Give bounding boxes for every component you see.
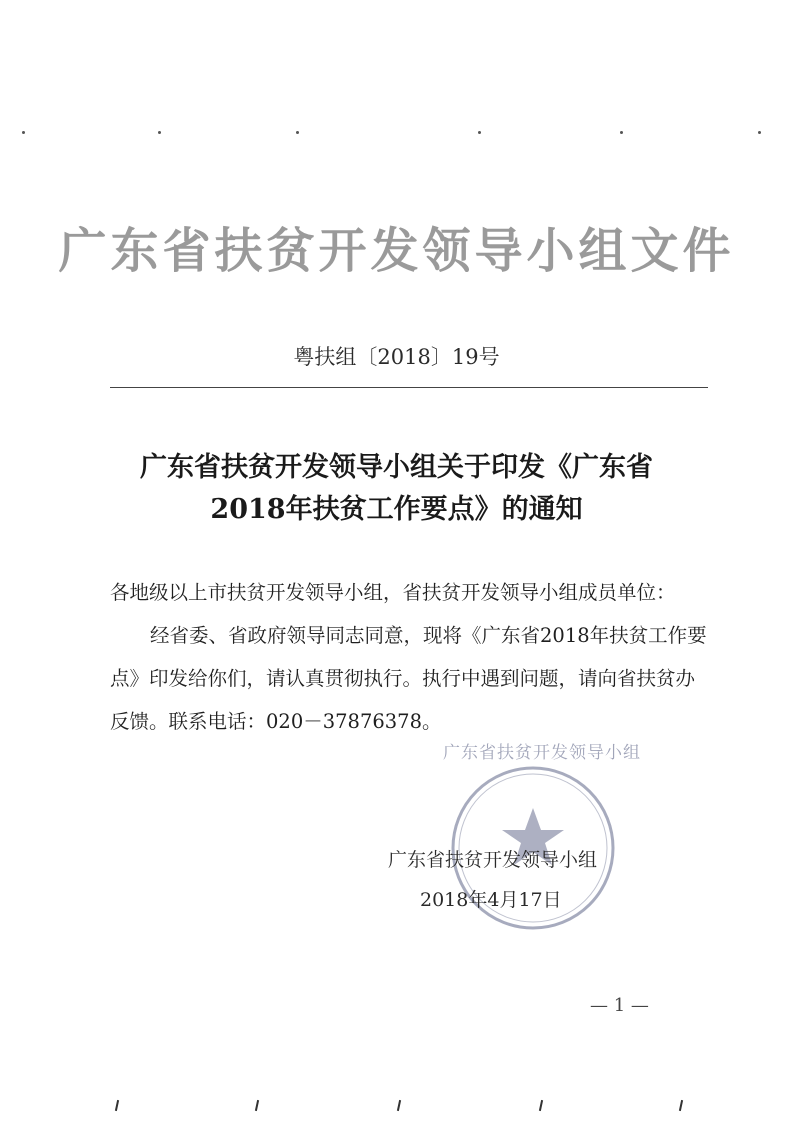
document-header-title: 广东省扶贫开发领导小组文件: [58, 223, 735, 279]
scan-dot: [478, 131, 481, 134]
scan-tick: [115, 1100, 119, 1111]
notice-title-line-1: 广东省扶贫开发领导小组关于印发《广东省: [140, 452, 653, 483]
scan-dot: [296, 131, 299, 134]
scan-tick: [539, 1100, 543, 1111]
body-paragraph: 经省委、省政府领导同志同意，现将《广东省2018年扶贫工作要点》印发给你们，请认真贯彻执行。执行中遇到问题，请向省扶贫办反馈。联系电话：020－37876378。: [110, 624, 707, 733]
scan-tick: [255, 1100, 259, 1111]
seal-text: 广东省扶贫开发领导小组: [443, 743, 641, 763]
scan-dot: [158, 131, 161, 134]
document-number: 粤扶组〔2018〕19号: [293, 345, 500, 369]
notice-body: [110, 571, 710, 743]
header-divider: [110, 387, 708, 388]
notice-title: [80, 447, 713, 531]
addressee: 各地级以上市扶贫开发领导小组，省扶贫开发领导小组成员单位：: [110, 581, 676, 604]
scan-dot: [620, 131, 623, 134]
notice-title-line-2: 2018年扶贫工作要点》的通知: [210, 494, 583, 525]
scan-tick: [679, 1100, 683, 1111]
scan-dot: [758, 131, 761, 134]
page-number: — 1 —: [590, 995, 649, 1016]
scan-tick: [397, 1100, 401, 1111]
signature-block: [380, 840, 670, 920]
issue-date: 2018年4月17日: [420, 889, 562, 911]
issuing-organization: 广东省扶贫开发领导小组: [388, 849, 598, 871]
scan-dot: [22, 131, 25, 134]
